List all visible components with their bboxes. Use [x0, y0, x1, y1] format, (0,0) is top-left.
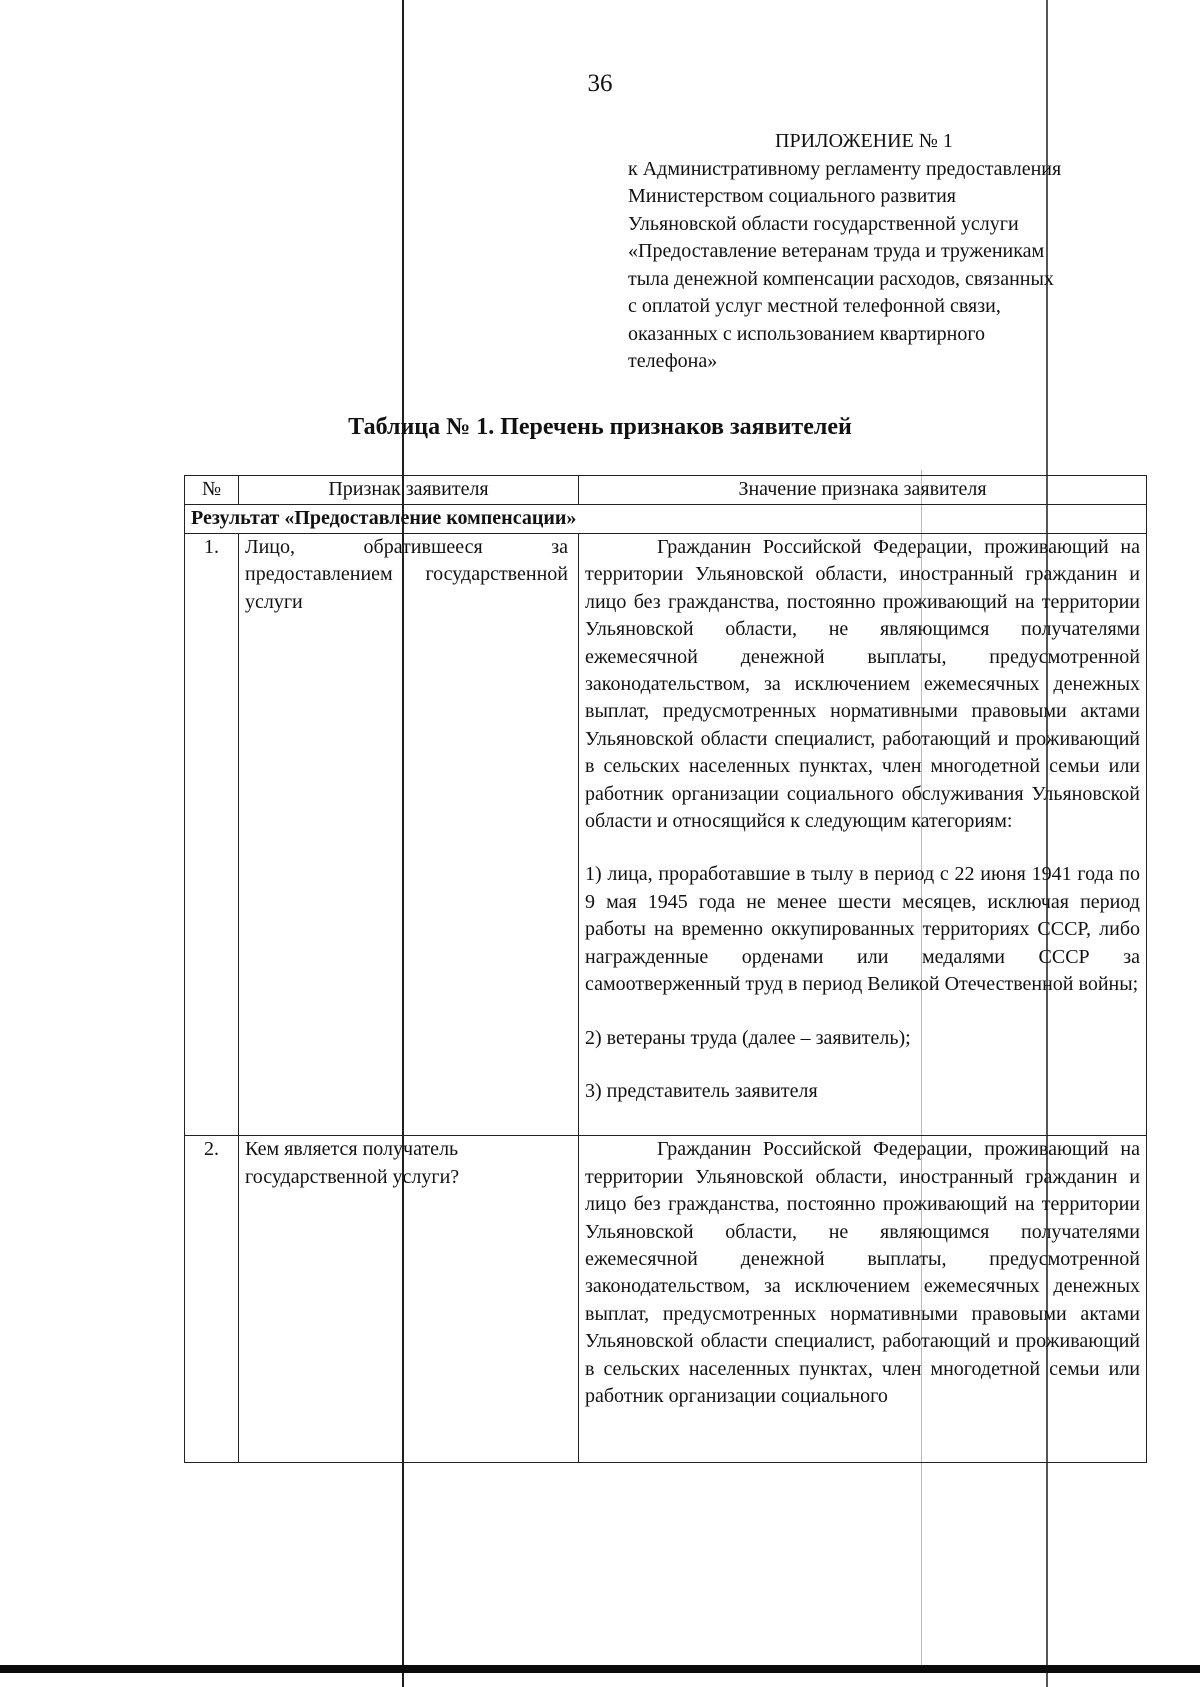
appendix-title: ПРИЛОЖЕНИЕ № 1: [775, 130, 953, 152]
appendix-line: с оплатой услуг местной телефонной связи,: [628, 295, 1001, 317]
row-value-intro: Гражданин Российской Федерации, проживающий на территории Ульяновской области, иностранный гражданин и лицо без гражданства, постоянно проживающий на территории Ульяновской области, не являющимся получателями ежемесячной денежной выплаты, предусмотренной законодательством, за исключением ежемесячных денежных выплат, предусмотренных нормативными правовыми актами Ульяновской области специалист, работающий и проживающий в сельских населенных пунктах, член многодетной семьи или работник организации социального обслуживания Ульяновской области и относящийся к следующим категориям:: [585, 536, 1140, 833]
applicant-attributes-table: [184, 475, 1147, 1463]
appendix-line: телефона»: [628, 350, 718, 372]
row-attribute-text: Лицо, обратившееся за предоставлением государственной услуги: [245, 536, 568, 613]
column-header-attribute: Признак заявителя: [239, 476, 579, 505]
appendix-line: к Административному регламенту предоставления: [628, 157, 1062, 180]
appendix-line: Ульяновской области государственной услуги: [628, 212, 1019, 235]
row-number: 2.: [185, 1136, 239, 1463]
scan-bottom-band: [0, 1665, 1200, 1673]
row-value: [579, 1136, 1147, 1463]
row-attribute: [239, 1136, 579, 1463]
row-attribute: [239, 534, 579, 1136]
row-value-item: 2) ветераны труда (далее – заявитель);: [585, 1026, 911, 1049]
table-row: [185, 534, 1147, 1136]
row-value-item: 1) лица, проработавшие в тылу в период с 22 июня 1941 года по 9 мая 1945 года не менее шести месяцев, исключая период работы на временно оккупированных территориях СССР, либо награжденные орденами или медалями СССР за самоотверженный труд в период Великой Отечественной войны;: [585, 863, 1140, 996]
row-value-item: 3) представитель заявителя: [585, 1079, 818, 1102]
appendix-header: [628, 128, 1188, 376]
page-number: 36: [587, 70, 613, 97]
column-header-number: №: [185, 476, 239, 505]
row-value: [579, 534, 1147, 1136]
table-row: [185, 1136, 1147, 1463]
section-row: [185, 505, 1147, 534]
appendix-line: «Предоставление ветеранам труда и труженикам: [628, 240, 1045, 262]
column-header-value: Значение признака заявителя: [579, 476, 1147, 505]
row-number: 1.: [185, 534, 239, 1136]
appendix-line: оказанных с использованием квартирного: [628, 322, 986, 345]
appendix-line: тыла денежной компенсации расходов, связанных: [628, 267, 1054, 290]
table-title: Таблица № 1. Перечень признаков заявителей: [348, 414, 852, 440]
appendix-line: Министерством социального развития: [628, 185, 956, 207]
table-header-row: [185, 476, 1147, 505]
section-title: Результат «Предоставление компенсации»: [185, 505, 1147, 534]
row-value-intro: Гражданин Российской Федерации, проживающий на территории Ульяновской области, иностранный гражданин и лицо без гражданства, постоянно проживающий на территории Ульяновской области, не являющимся получателями ежемесячной денежной выплаты, предусмотренной законодательством, за исключением ежемесячных денежных выплат, предусмотренных нормативными правовыми актами Ульяновской области специалист, работающий и проживающий в сельских населенных пунктах, член многодетной семьи или работник организации социального: [585, 1138, 1140, 1407]
row-attribute-text: Кем является получатель государственной услуги?: [245, 1138, 460, 1188]
